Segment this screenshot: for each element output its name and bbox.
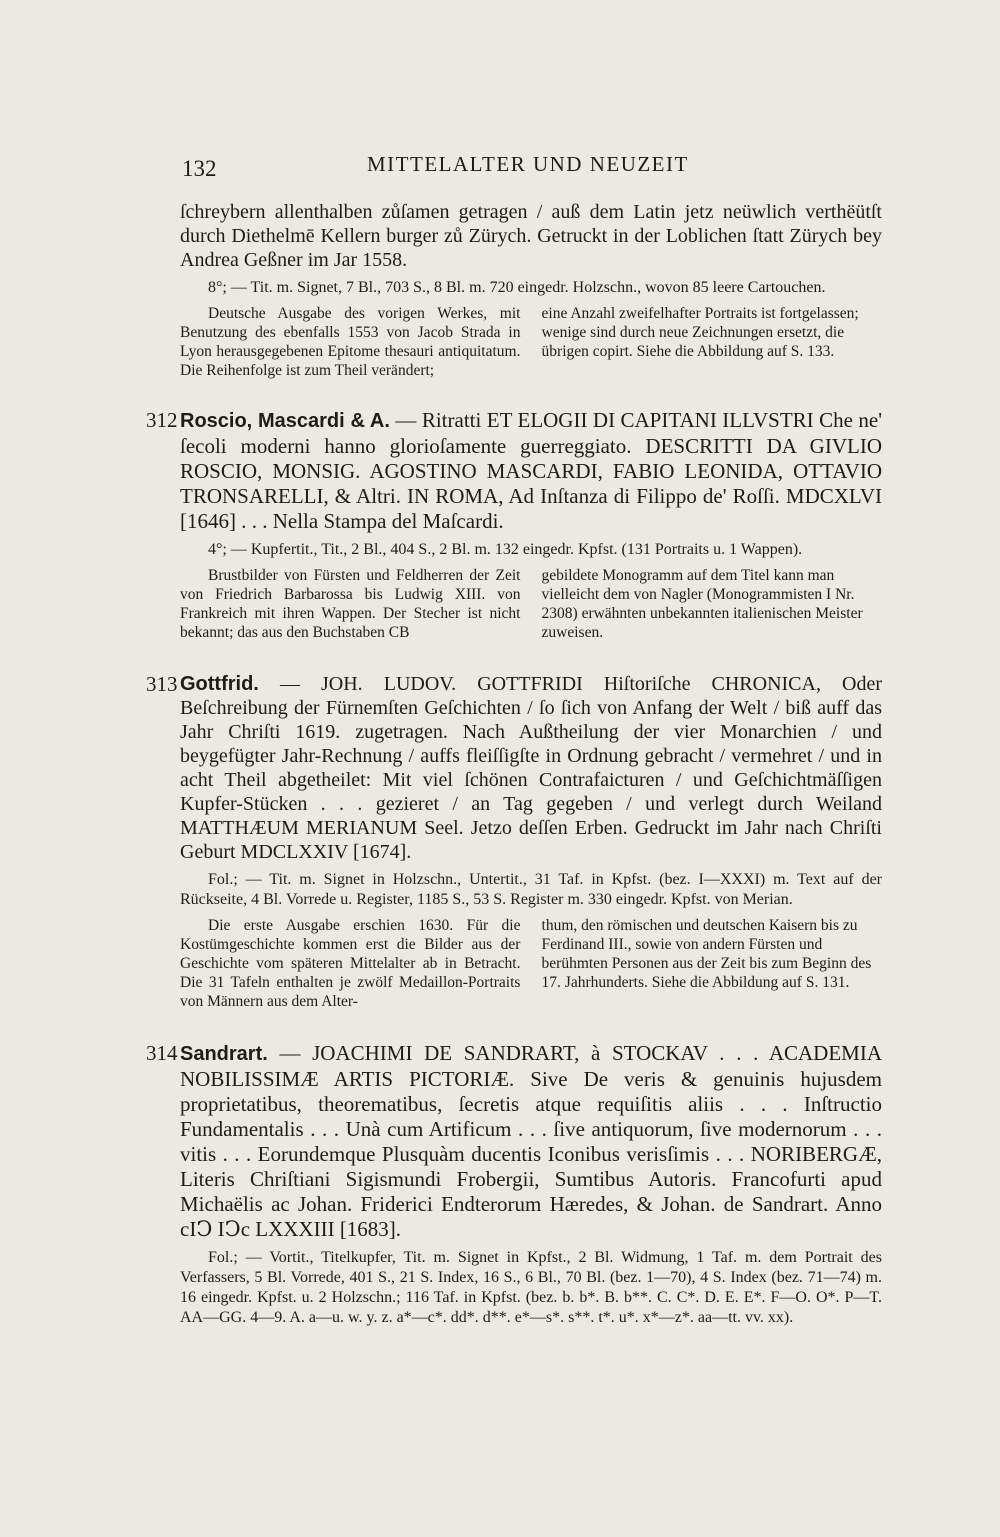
entry-collation: Fol.; — Tit. m. Signet in Holzschn., Untertit., 31 Taf. in Kpfst. (bez. I—XXXI) m. Text auf der Rückseite, 4 Bl. Vorrede u. Register, 1185 S., 53 S. Register m. 330 eingedr. Kpfst. von Merian. — [180, 871, 882, 908]
entry-number: 312 — [146, 408, 178, 432]
entry-title: Roscio, Mascardi & A. — Ritratti ET ELOGII DI CAPITANI ILLVSTRI Che ne' ſecoli moderni hanno glorioſamente guerreggiato. DESCRITTI DA GIVLIO ROSCIO, MONSIG. AGOSTINO MASCARDI, FABIO LEONIDA, OTTAVIO TRONSARELLI, & Altri. IN ROMA, Ad Inſtanza di Filippo de' Roſſi. MDCXLVI [1646] . . . Nella Stampa del Maſcardi. — [180, 408, 882, 533]
entry-continuation — [180, 200, 882, 380]
page-header — [182, 150, 882, 180]
page-number: 132 — [182, 156, 217, 181]
note-right: eine Anzahl zweifelhafter Portraits ist fortgelassen; wenige sind durch neue Zeichnungen ersetzt, die übrigen copirt. Siehe die Abbildung auf S. 133. — [541, 305, 859, 360]
entry-collation: Fol.; — Vortit., Titelkupfer, Tit. m. Signet in Kpfst., 2 Bl. Widmung, 1 Taf. m. dem Portrait des Verfassers, 5 Bl. Vorrede, 401 S., 21 S. Index, 16 S., 6 Bl., 70 Bl. (bez. 1—70), 4 S. Index (bez. 71—74) m. 16 eingedr. Kpfst. u. 2 Holzschn.; 116 Taf. in Kpfst. (bez. b. b*. B. b**. C. C*. D. E. E*. F—O. O*. P—T. AA—GG. 4—9. A. a—u. w. y. z. a*—c*. dd*. d**. e*—s*. s**. t*. u*. x*—z*. aa—tt. vv. xx). — [180, 1249, 882, 1326]
text-block — [146, 200, 883, 1328]
entry-number: 314 — [146, 1041, 178, 1065]
entry-collation: 4°; — Kupfertit., Tit., 2 Bl., 404 S., 2 Bl. m. 132 eingedr. Kpfst. (131 Portraits u. 1 Wappen). — [208, 541, 803, 558]
running-head: MITTELALTER UND NEUZEIT — [367, 152, 689, 176]
note-right: thum, den römischen und deutschen Kaisern bis zu Ferdinand III., sowie von andern Fürsten und berühmten Personen aus der Zeit bis zum Beginn des 17. Jahrhunderts. Siehe die Abbildung auf S. 131. — [541, 917, 872, 991]
entry-author: Gottfrid. — [180, 673, 259, 695]
note-left: Brustbilder von Fürsten und Feldherren der Zeit von Friedrich Barbarossa bis Ludwig XIII. von Frankreich mit ihren Wappen. Der Stecher ist nicht bekannt; das aus den Buchstaben CB — [180, 567, 521, 641]
entry-author: Roscio, Mascardi & A. — [180, 410, 390, 432]
entry-number: 313 — [146, 672, 178, 696]
note-left: Die erste Ausgabe erschien 1630. Für die Kostümgeschichte kommen erst die Bilder aus der Geschichte vom späteren Mittelalter ab in Betracht. Die 31 Tafeln enthalten je zwölf Medaillon-Portraits von Männern aus dem Alter- — [180, 917, 521, 1010]
entry-313 — [146, 672, 883, 1011]
continuation-notes — [180, 304, 882, 380]
note-right: gebildete Monogramm auf dem Titel kann man vielleicht dem von Nagler (Monogrammisten I Nr. 2308) erwähnten unbekannten italienischen Meister zuweisen. — [541, 567, 863, 641]
continuation-title: ſchreybern allenthalben zůſamen getragen / auß dem Latin jetz neüwlich verthëütſt durch Diethelmē Kellern burger zů Zürych. Getruckt in der Loblichen ſtatt Zürych bey Andrea Geßner im Jar 1558. — [180, 201, 882, 271]
entry-314 — [146, 1041, 883, 1328]
entry-title: Sandrart. — JOACHIMI DE SANDRART, à STOCKAV . . . ACADEMIA NOBILISSIMÆ ARTIS PICTORIÆ. Sive De veris & genuinis hujusdem proprietatibus, theorematibus, ſecretis atque requiſitis aliis . . . Inſtructio Fundamentalis . . . Unà cum Artificum . . . ſive antiquorum, ſive modernorum . . . vitis . . . Eorundemque Plusquàm ducentis Iconibus verisſimis . . . NORIBERGÆ, Literis Chriſtiani Sigismundi Frobergii, Sumtibus Autoris. Francofurti apud Michaëlis ac Johan. Friderici Endterorum Hæredes, & Johan. de Sandrart. Anno cIↃ IↃc LXXXIII [1683]. — [180, 1041, 883, 1241]
entry-title: Gottfrid. — JOH. LUDOV. GOTTFRIDI Hiſtoriſche CHRONICA, Oder Beſchreibung der Fürnemſten Geſchichten / ſo ſich von Anfang der Welt / biß auff das Jahr Chriſti 1619. zugetragen. Nach Außtheilung der vier Monarchien / und beygefügter Jahr-Rechnung / auffs fleiſſigſte in Ordnung gebracht / vermehret / und in acht Theil abgetheilet: Mit viel ſchönen Contrafaicturen / und Geſchichtmäſſigen Kupfer-Stücken . . . gezieret / an Tag gegeben / und verlegt durch Weiland MATTHÆUM MERIANUM Seel. Jetzo deſſen Erben. Gedruckt im Jahr nach Chriſti Geburt MDCLXXIV [1674]. — [180, 673, 883, 863]
note-left: Deutsche Ausgabe des vorigen Werkes, mit Benutzung des ebenfalls 1553 von Jacob Strada in Lyon herausgegebenen Epitome thesauri antiquitatum. Die Reihenfolge ist zum Theil verändert; — [180, 305, 521, 379]
continuation-collation: 8°; — Tit. m. Signet, 7 Bl., 703 S., 8 Bl. m. 720 eingedr. Holzschn., wovon 85 leere Cartouchen. — [208, 279, 826, 296]
entry-312 — [146, 408, 882, 642]
entry-notes — [180, 566, 882, 642]
entry-notes — [180, 916, 882, 1011]
entry-author: Sandrart. — [180, 1043, 268, 1065]
